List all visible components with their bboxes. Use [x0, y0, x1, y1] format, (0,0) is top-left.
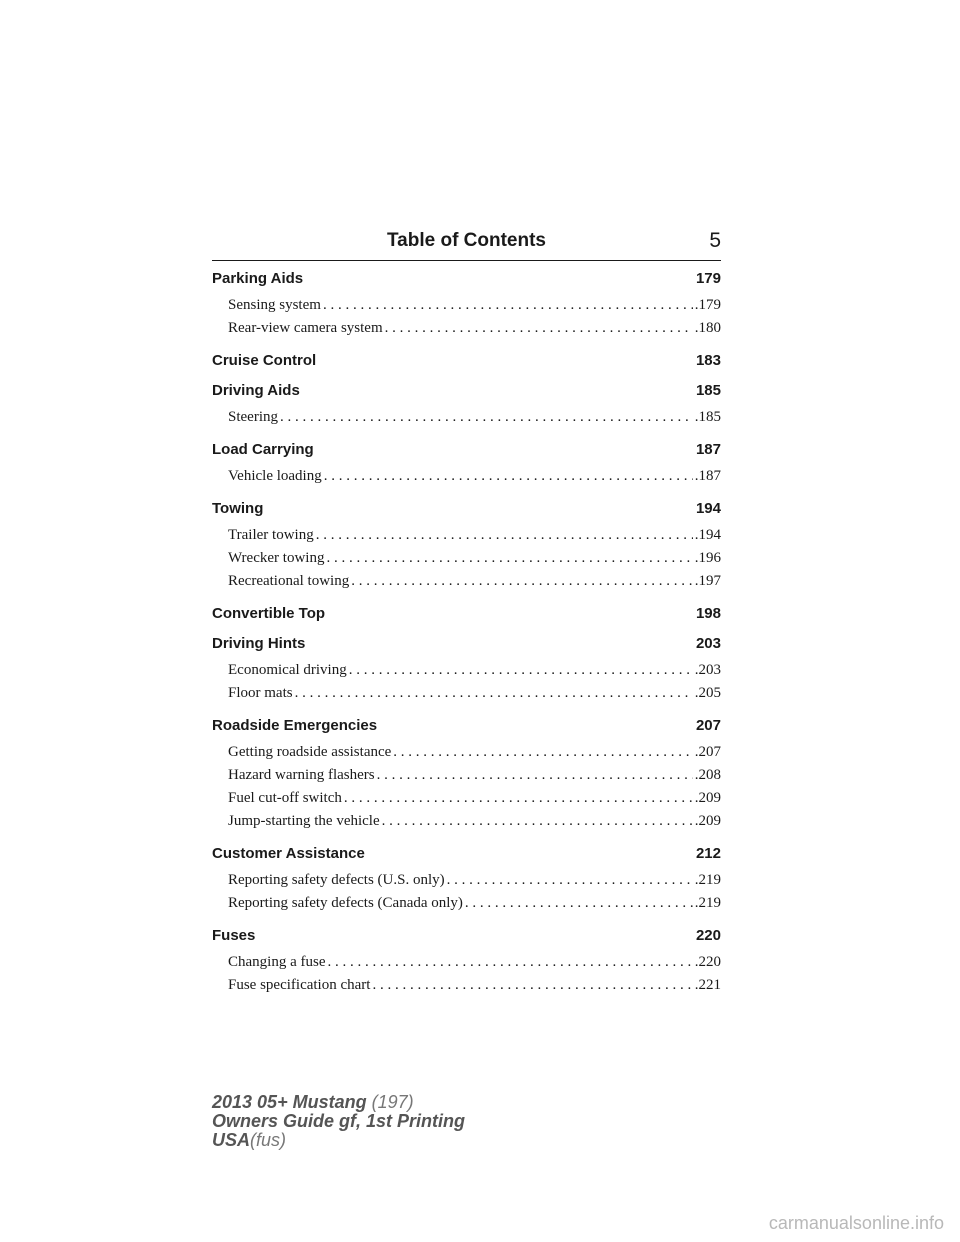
dot-leader — [447, 869, 693, 892]
toc-section-page: 183 — [695, 352, 721, 369]
toc-item[interactable] — [212, 892, 721, 915]
toc-item-page: .196 — [694, 550, 721, 566]
toc-item[interactable] — [212, 547, 721, 570]
toc-section — [212, 599, 721, 629]
page-header — [212, 230, 721, 261]
toc-item-page: .219 — [694, 895, 721, 911]
toc-item-page: .209 — [694, 790, 721, 806]
print-footer — [212, 1093, 465, 1150]
dot-leader — [393, 741, 692, 764]
toc-section-title: Parking Aids — [212, 270, 304, 287]
toc-item[interactable] — [212, 764, 721, 787]
toc-item-title: Hazard warning flashers — [228, 767, 375, 783]
toc-item-title: Steering — [228, 409, 278, 425]
toc-section-title: Driving Aids — [212, 382, 300, 399]
toc-item-page: .203 — [694, 662, 721, 678]
toc-section-entry[interactable] — [212, 839, 721, 869]
toc-section-entry[interactable] — [212, 921, 721, 951]
toc-section — [212, 629, 721, 705]
toc-section — [212, 839, 721, 915]
toc-item-title: Getting roadside assistance — [228, 744, 392, 760]
toc-item-title: Changing a fuse — [228, 954, 326, 970]
dot-leader — [326, 547, 692, 570]
toc-item-title: Floor mats — [228, 685, 293, 701]
toc-item[interactable] — [212, 659, 721, 682]
toc-item-page: .179 — [694, 297, 721, 313]
page-title: Table of Contents — [386, 230, 547, 251]
toc-section-page: 194 — [695, 500, 721, 517]
footer-model: 2013 05+ Mustang — [212, 1092, 367, 1112]
toc-section — [212, 376, 721, 429]
toc-section-title: Cruise Control — [212, 352, 317, 369]
toc-item[interactable] — [212, 810, 721, 833]
page-number: 5 — [709, 229, 721, 252]
dot-leader — [295, 682, 693, 705]
toc-item-title: Rear-view camera system — [228, 320, 383, 336]
dot-leader — [385, 317, 693, 340]
toc-section-entry[interactable] — [212, 376, 721, 406]
toc-section-title: Roadside Emergencies — [212, 717, 378, 734]
toc-item-page: .194 — [694, 527, 721, 543]
dot-leader — [324, 465, 693, 488]
toc-item-page: .220 — [694, 954, 721, 970]
toc-item-page: .207 — [694, 744, 721, 760]
toc-item-page: .205 — [694, 685, 721, 701]
toc-section — [212, 921, 721, 997]
toc-item[interactable] — [212, 294, 721, 317]
toc-item-page: .219 — [694, 872, 721, 888]
dot-leader — [382, 810, 693, 833]
toc-item-title: Fuel cut-off switch — [228, 790, 342, 806]
toc-item-page: .221 — [694, 977, 721, 993]
toc-item[interactable] — [212, 465, 721, 488]
toc-section — [212, 264, 721, 340]
dot-leader — [372, 974, 692, 997]
toc-item[interactable] — [212, 974, 721, 997]
toc-item-title: Economical driving — [228, 662, 347, 678]
dot-leader — [465, 892, 693, 915]
toc-item[interactable] — [212, 741, 721, 764]
toc-item-page: .187 — [694, 468, 721, 484]
toc-item-title: Fuse specification chart — [228, 977, 371, 993]
toc-section-entry[interactable] — [212, 264, 721, 294]
dot-leader — [327, 951, 692, 974]
toc-section-entry[interactable] — [212, 435, 721, 465]
toc-item-title: Jump-starting the vehicle — [228, 813, 380, 829]
watermark: carmanualsonline.info — [768, 1213, 944, 1233]
toc-item[interactable] — [212, 317, 721, 340]
toc-item-title: Sensing system — [228, 297, 321, 313]
toc-section-title: Load Carrying — [212, 441, 314, 458]
dot-leader — [349, 659, 693, 682]
toc-section-title: Towing — [212, 500, 264, 517]
toc-section-page: 198 — [695, 605, 721, 622]
toc-item-page: .197 — [694, 573, 721, 589]
dot-leader — [344, 787, 693, 810]
toc-section-entry[interactable] — [212, 599, 721, 629]
toc-item[interactable] — [212, 787, 721, 810]
toc-section-page: 185 — [695, 382, 721, 399]
toc-item[interactable] — [212, 951, 721, 974]
toc-section-page: 179 — [695, 270, 721, 287]
dot-leader — [323, 294, 693, 317]
toc-item-title: Reporting safety defects (U.S. only) — [228, 872, 445, 888]
footer-guide: Owners Guide gf, 1st Printing — [212, 1111, 466, 1131]
toc-section-page: 207 — [695, 717, 721, 734]
toc-section — [212, 494, 721, 593]
footer-model-code: (197) — [371, 1092, 414, 1112]
toc-item[interactable] — [212, 570, 721, 593]
toc-section-entry[interactable] — [212, 711, 721, 741]
toc-section-title: Convertible Top — [212, 605, 326, 622]
toc-item[interactable] — [212, 869, 721, 892]
toc-item[interactable] — [212, 682, 721, 705]
toc-section — [212, 711, 721, 833]
toc-item-page: .185 — [694, 409, 721, 425]
dot-leader — [280, 406, 693, 429]
toc-section-page: 212 — [695, 845, 721, 862]
toc-item[interactable] — [212, 406, 721, 429]
toc-section-entry[interactable] — [212, 629, 721, 659]
dot-leader — [351, 570, 693, 593]
toc-section-page: 203 — [695, 635, 721, 652]
toc-item-title: Wrecker towing — [228, 550, 325, 566]
toc-section — [212, 435, 721, 488]
toc-section-title: Fuses — [212, 927, 256, 944]
footer-region: USA — [212, 1130, 251, 1150]
footer-region-code: (fus) — [250, 1130, 287, 1150]
toc-item-title: Reporting safety defects (Canada only) — [228, 895, 463, 911]
toc-section — [212, 346, 721, 376]
toc-item-title: Trailer towing — [228, 527, 314, 543]
toc-item[interactable] — [212, 524, 721, 547]
dot-leader — [316, 524, 693, 547]
toc-item-page: .180 — [694, 320, 721, 336]
dot-leader — [377, 764, 693, 787]
toc-item-title: Recreational towing — [228, 573, 350, 589]
toc-section-entry[interactable] — [212, 494, 721, 524]
toc-item-page: .209 — [694, 813, 721, 829]
table-of-contents — [212, 264, 721, 1003]
toc-section-title: Customer Assistance — [212, 845, 365, 862]
toc-item-title: Vehicle loading — [228, 468, 322, 484]
toc-section-title: Driving Hints — [212, 635, 306, 652]
toc-section-entry[interactable] — [212, 346, 721, 376]
toc-section-page: 187 — [695, 441, 721, 458]
toc-item-page: .208 — [694, 767, 721, 783]
toc-section-page: 220 — [695, 927, 721, 944]
